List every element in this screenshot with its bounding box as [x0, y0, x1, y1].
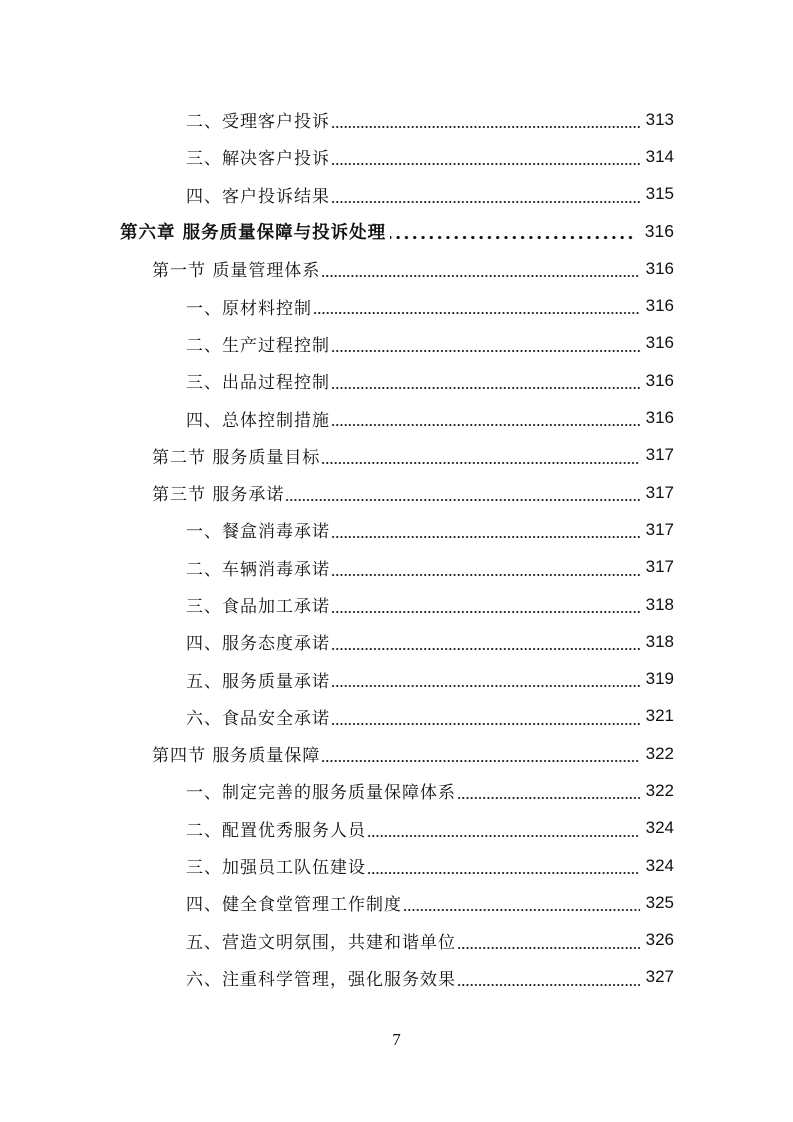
toc-entry-page: 322 [645, 780, 674, 800]
toc-entry-page: 317 [645, 445, 674, 465]
toc-dot-leader [457, 959, 640, 996]
toc-dot-leader [321, 437, 640, 474]
toc-dot-leader [331, 138, 640, 175]
toc-subsection[interactable] [0, 549, 793, 586]
toc-entry-title: 第四节 服务质量保障 [152, 746, 321, 767]
toc-dot-leader [367, 847, 640, 884]
toc-entry-title: 三、食品加工承诺 [186, 597, 330, 617]
toc-dot-leader [321, 250, 640, 287]
toc-entry-page: 322 [645, 743, 674, 763]
toc-subsection[interactable] [0, 884, 793, 921]
toc-subsection[interactable] [0, 698, 793, 735]
toc-dot-leader [457, 922, 640, 959]
toc-dot-leader [331, 101, 640, 138]
toc-subsection[interactable] [0, 325, 793, 362]
toc-entry-page: 316 [645, 333, 674, 353]
toc-dot-leader [331, 399, 640, 436]
toc-subsection[interactable] [0, 660, 793, 697]
toc-entry-title: 四、客户投诉结果 [186, 186, 330, 207]
toc-entry-title: 二、车辆消毒承诺 [186, 559, 330, 580]
toc-dot-leader [331, 698, 640, 735]
toc-section[interactable] [0, 474, 793, 511]
toc-entry-page: 317 [645, 482, 674, 502]
toc-dot-leader [331, 176, 640, 213]
toc-entry-title: 一、餐盒消毒承诺 [186, 522, 330, 543]
toc-subsection[interactable] [0, 847, 793, 884]
toc-dot-leader [331, 549, 640, 586]
toc-entry-page: 325 [645, 892, 674, 912]
toc-entry-page: 317 [645, 557, 674, 577]
toc-entry-title: 五、服务质量承诺 [186, 671, 330, 692]
toc-dot-leader [331, 623, 640, 660]
toc-section[interactable] [0, 437, 793, 474]
toc-entry-page: 313 [645, 109, 674, 129]
toc-entry-title: 二、配置优秀服务人员 [186, 820, 366, 841]
toc-entry-page: 327 [645, 967, 674, 987]
toc-subsection[interactable] [0, 138, 793, 175]
toc-entry-title: 第六章 服务质量保障与投诉处理 [120, 223, 387, 244]
toc-entry-page: 316 [645, 296, 674, 316]
toc-entry-page: 324 [645, 818, 674, 838]
toc-section[interactable] [0, 735, 793, 772]
toc-entry-page: 317 [645, 519, 674, 539]
toc-chapter[interactable] [0, 213, 793, 250]
toc-dot-leader [331, 362, 640, 399]
toc-entry-page: 316 [645, 370, 674, 390]
toc-entry-title: 第三节 服务承诺 [152, 485, 285, 506]
toc-dot-leader [367, 810, 640, 847]
toc-entry-title: 三、加强员工队伍建设 [186, 858, 366, 879]
toc-dot-leader [331, 660, 640, 697]
toc-entry-title: 四、健全食堂管理工作制度 [186, 895, 402, 916]
toc-entry-title: 三、出品过程控制 [186, 373, 330, 394]
toc-entry-page: 321 [645, 706, 674, 726]
toc-entry-page: 316 [644, 221, 674, 242]
toc-entry-page: 318 [645, 594, 674, 614]
toc-dot-leader [331, 586, 640, 623]
toc-entry-title: 四、总体控制措施 [186, 410, 330, 431]
toc-subsection[interactable] [0, 101, 793, 138]
toc-entry-title: 第一节 质量管理体系 [152, 261, 321, 282]
toc-entry-title: 五、营造文明氛围，共建和谐单位 [186, 932, 456, 953]
toc-section[interactable] [0, 250, 793, 287]
toc-dot-leader [390, 213, 637, 250]
toc-entry-title: 一、制定完善的服务质量保障体系 [186, 783, 456, 804]
toc-entry-title: 六、食品安全承诺 [186, 708, 330, 729]
toc-entry-page: 319 [645, 669, 674, 689]
toc-dot-leader [331, 325, 640, 362]
toc-subsection[interactable] [0, 586, 793, 623]
toc-subsection[interactable] [0, 623, 793, 660]
toc-entry-page: 315 [645, 184, 674, 204]
toc-entry-page: 314 [645, 146, 674, 166]
toc-entry-page: 324 [645, 855, 674, 875]
toc-subsection[interactable] [0, 922, 793, 959]
table-of-contents [0, 101, 793, 996]
toc-dot-leader [285, 474, 640, 511]
toc-subsection[interactable] [0, 772, 793, 809]
toc-subsection[interactable] [0, 810, 793, 847]
toc-entry-title: 四、服务态度承诺 [186, 634, 330, 655]
toc-subsection[interactable] [0, 959, 793, 996]
toc-subsection[interactable] [0, 362, 793, 399]
toc-entry-page: 316 [645, 258, 674, 278]
page-number: 7 [392, 1030, 401, 1049]
toc-dot-leader [403, 884, 640, 921]
toc-entry-title: 三、解决客户投诉 [186, 149, 330, 170]
toc-entry-title: 二、受理客户投诉 [186, 112, 330, 133]
toc-subsection[interactable] [0, 287, 793, 324]
toc-entry-title: 六、注重科学管理，强化服务效果 [186, 969, 456, 990]
toc-entry-title: 一、原材料控制 [186, 298, 312, 319]
toc-subsection[interactable] [0, 399, 793, 436]
toc-entry-title: 二、生产过程控制 [186, 335, 330, 356]
toc-subsection[interactable] [0, 176, 793, 213]
toc-dot-leader [457, 772, 640, 809]
toc-entry-page: 316 [645, 408, 674, 428]
toc-entry-page: 326 [645, 930, 674, 950]
toc-dot-leader [331, 511, 640, 548]
toc-subsection[interactable] [0, 511, 793, 548]
toc-entry-title: 第二节 服务质量目标 [152, 447, 321, 468]
toc-dot-leader [321, 735, 640, 772]
toc-entry-page: 318 [645, 631, 674, 651]
toc-dot-leader [313, 287, 640, 324]
